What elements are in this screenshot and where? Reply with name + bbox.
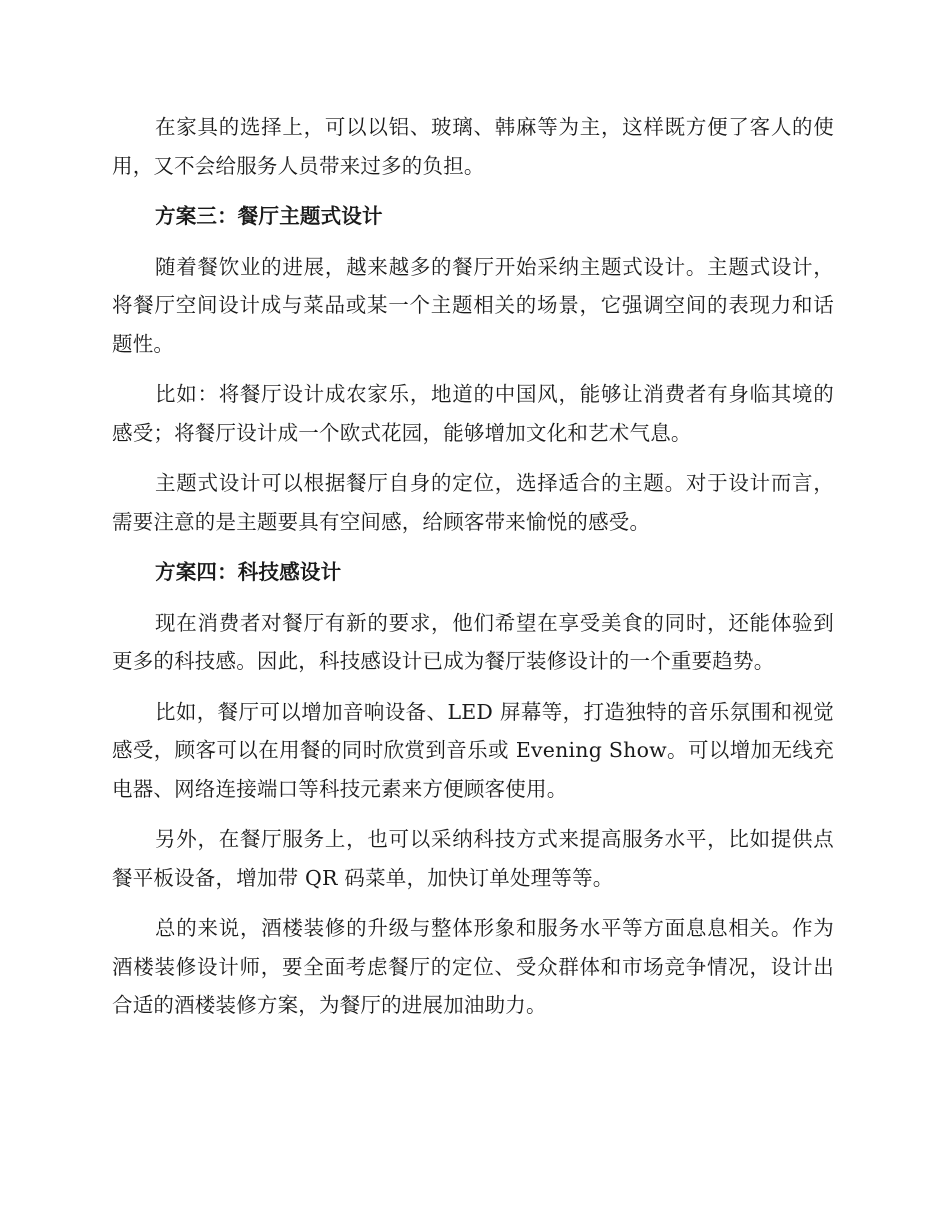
- heading-plan-three: 方案三：餐厅主题式设计: [155, 204, 383, 228]
- paragraph-theme-positioning: 主题式设计可以根据餐厅自身的定位，选择适合的主题。对于设计而言，需要注意的是主题要具有空间感，给顾客带来愉悦的感受。: [112, 471, 834, 534]
- paragraph-conclusion: 总的来说，酒楼装修的升级与整体形象和服务水平等方面息息相关。作为酒楼装修设计师，要全面考虑餐厅的定位、受众群体和市场竞争情况，设计出合适的酒楼装修方案，为餐厅的进展加油助力。: [112, 916, 834, 1017]
- document-page: [112, 108, 834, 1037]
- paragraph-furniture: 在家具的选择上，可以以铝、玻璃、韩麻等为主，这样既方便了客人的使用，又不会给服务人员带来过多的负担。: [112, 115, 834, 178]
- paragraph-theme-example: 比如：将餐厅设计成农家乐，地道的中国风，能够让消费者有身临其境的感受；将餐厅设计成一个欧式花园，能够增加文化和艺术气息。: [112, 382, 834, 445]
- heading-plan-four: 方案四：科技感设计: [155, 560, 342, 584]
- paragraph-tech-service: 另外，在餐厅服务上，也可以采纳科技方式来提高服务水平，比如提供点餐平板设备，增加带 QR 码菜单，加快订单处理等等。: [112, 827, 834, 890]
- paragraph-tech-example: 比如，餐厅可以增加音响设备、LED 屏幕等，打造独特的音乐氛围和视觉感受，顾客可以在用餐的同时欣赏到音乐或 Evening Show。可以增加无线充电器、网络连接端口等科技元素来方便顾客使用。: [112, 699, 834, 801]
- paragraph-theme-intro: 随着餐饮业的进展，越来越多的餐厅开始采纳主题式设计。主题式设计，将餐厅空间设计成与菜品或某一个主题相关的场景，它强调空间的表现力和话题性。: [112, 254, 834, 356]
- paragraph-tech-intro: 现在消费者对餐厅有新的要求，他们希望在享受美食的同时，还能体验到更多的科技感。因此，科技感设计已成为餐厅装修设计的一个重要趋势。: [112, 610, 834, 673]
